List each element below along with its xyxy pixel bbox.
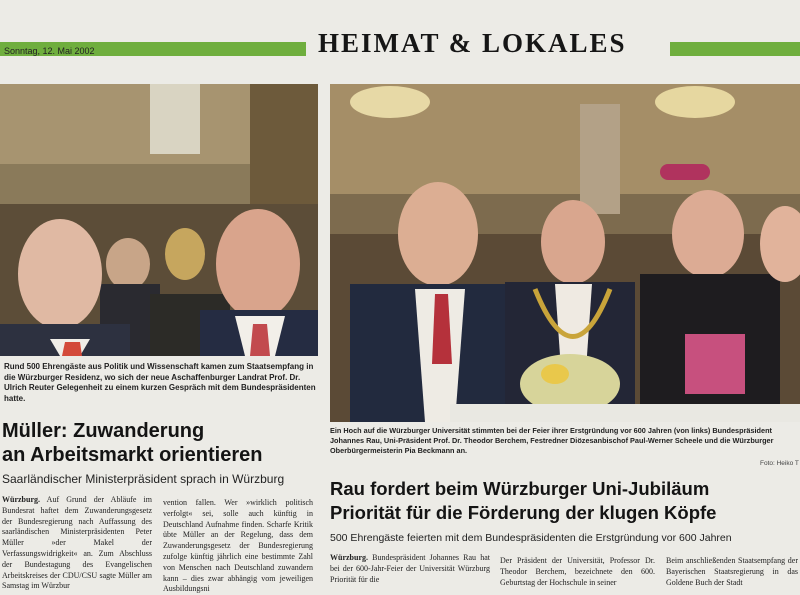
right-photo-caption: Ein Hoch auf die Würzburger Universität stimmten bei der Feier ihrer Erstgründung vor 600 Jahren (von links) Bundespräsident Johannes Rau, Uni-Präsident Prof. Dr. Theodor Berchem, Festredner Diözesanbischof Paul-Werner Scheele und die Würzburger Oberbürgermeisterin Pia Beckmann an. (330, 426, 774, 455)
section-title: HEIMAT & LOKALES (318, 28, 627, 58)
left-article-column-2: vention fallen. Wer »wirklich politisch verfolgt« sei, solle auch künftig in Deutschland Aufnahme finden. Scharfe Kritik übte Müller an der Regelung, dass dem Zuwanderungsgesetz der Bundesregierung zufolge künftig jährlich eine bestimmte Zahl von Menschen nach Deutschland zuwandern kann – dies zwar abhängig vom jeweiligen Ausbildungsni (163, 498, 313, 594)
right-article-column-3: Beim anschließenden Staatsempfang der Bayerischen Staatsregierung in das Goldene Buch der Stadt (666, 556, 798, 587)
right-headline-line1: Rau fordert beim Würzburger Uni-Jubiläum (330, 478, 710, 499)
right-photo (330, 84, 800, 422)
left-article-column-1 (2, 495, 152, 591)
left-headline-line2: an Arbeitsmarkt orientieren (2, 444, 263, 466)
issue-date: Sonntag, 12. Mai 2002 (4, 46, 95, 56)
left-photo (0, 84, 318, 356)
left-dateline: Würzburg. (2, 495, 40, 504)
left-headline-line1: Müller: Zuwanderung (2, 420, 205, 442)
right-article-column-1 (330, 553, 490, 582)
left-col1-text: Auf Grund der Abläufe im Bundesrat haftet dem Zuwanderungsgesetz der Bundesregierung nach Auffassung des saarländischen Ministerpräsidenten Peter Müller »der Makel der Verfassungswidrigkeit« an. Zum Abschluss der Bundestagung des Evangelischen Arbeitskreises der CDU/CSU sagte Müller am Samstag im Würzbur (2, 495, 152, 591)
section-rule-right (670, 42, 800, 56)
right-headline-line2: Priorität für die Förderung der klugen Köpfe (330, 502, 717, 523)
photo-credit: Foto: Heiko T (760, 460, 799, 467)
right-dateline: Würzburg. (330, 553, 368, 562)
right-subhead: 500 Ehrengäste feierten mit dem Bundespräsidenten die Erstgründung vor 600 Jahren (330, 532, 732, 544)
right-col1-text: Bundespräsident Johannes Rau hat bei der 600-Jahr-Feier der Universität Würzburg Priorität für die (330, 553, 490, 584)
left-photo-caption: Rund 500 Ehrengäste aus Politik und Wissenschaft kamen zum Staatsempfang in die Würzburger Residenz, wo sich der neue Aschaffenburger Landrat Prof. Dr. Ulrich Reuter Gelegenheit zu einem kurzen Gespräch mit dem Bundespräsidenten hatte. (4, 362, 316, 403)
right-article-column-2: Der Präsident der Universität, Professor Dr. Theodor Berchem, bezeichnete den 600. Geburtstag der Hochschule in seiner (500, 556, 655, 587)
left-subhead: Saarländischer Ministerpräsident sprach in Würzburg (2, 472, 285, 486)
